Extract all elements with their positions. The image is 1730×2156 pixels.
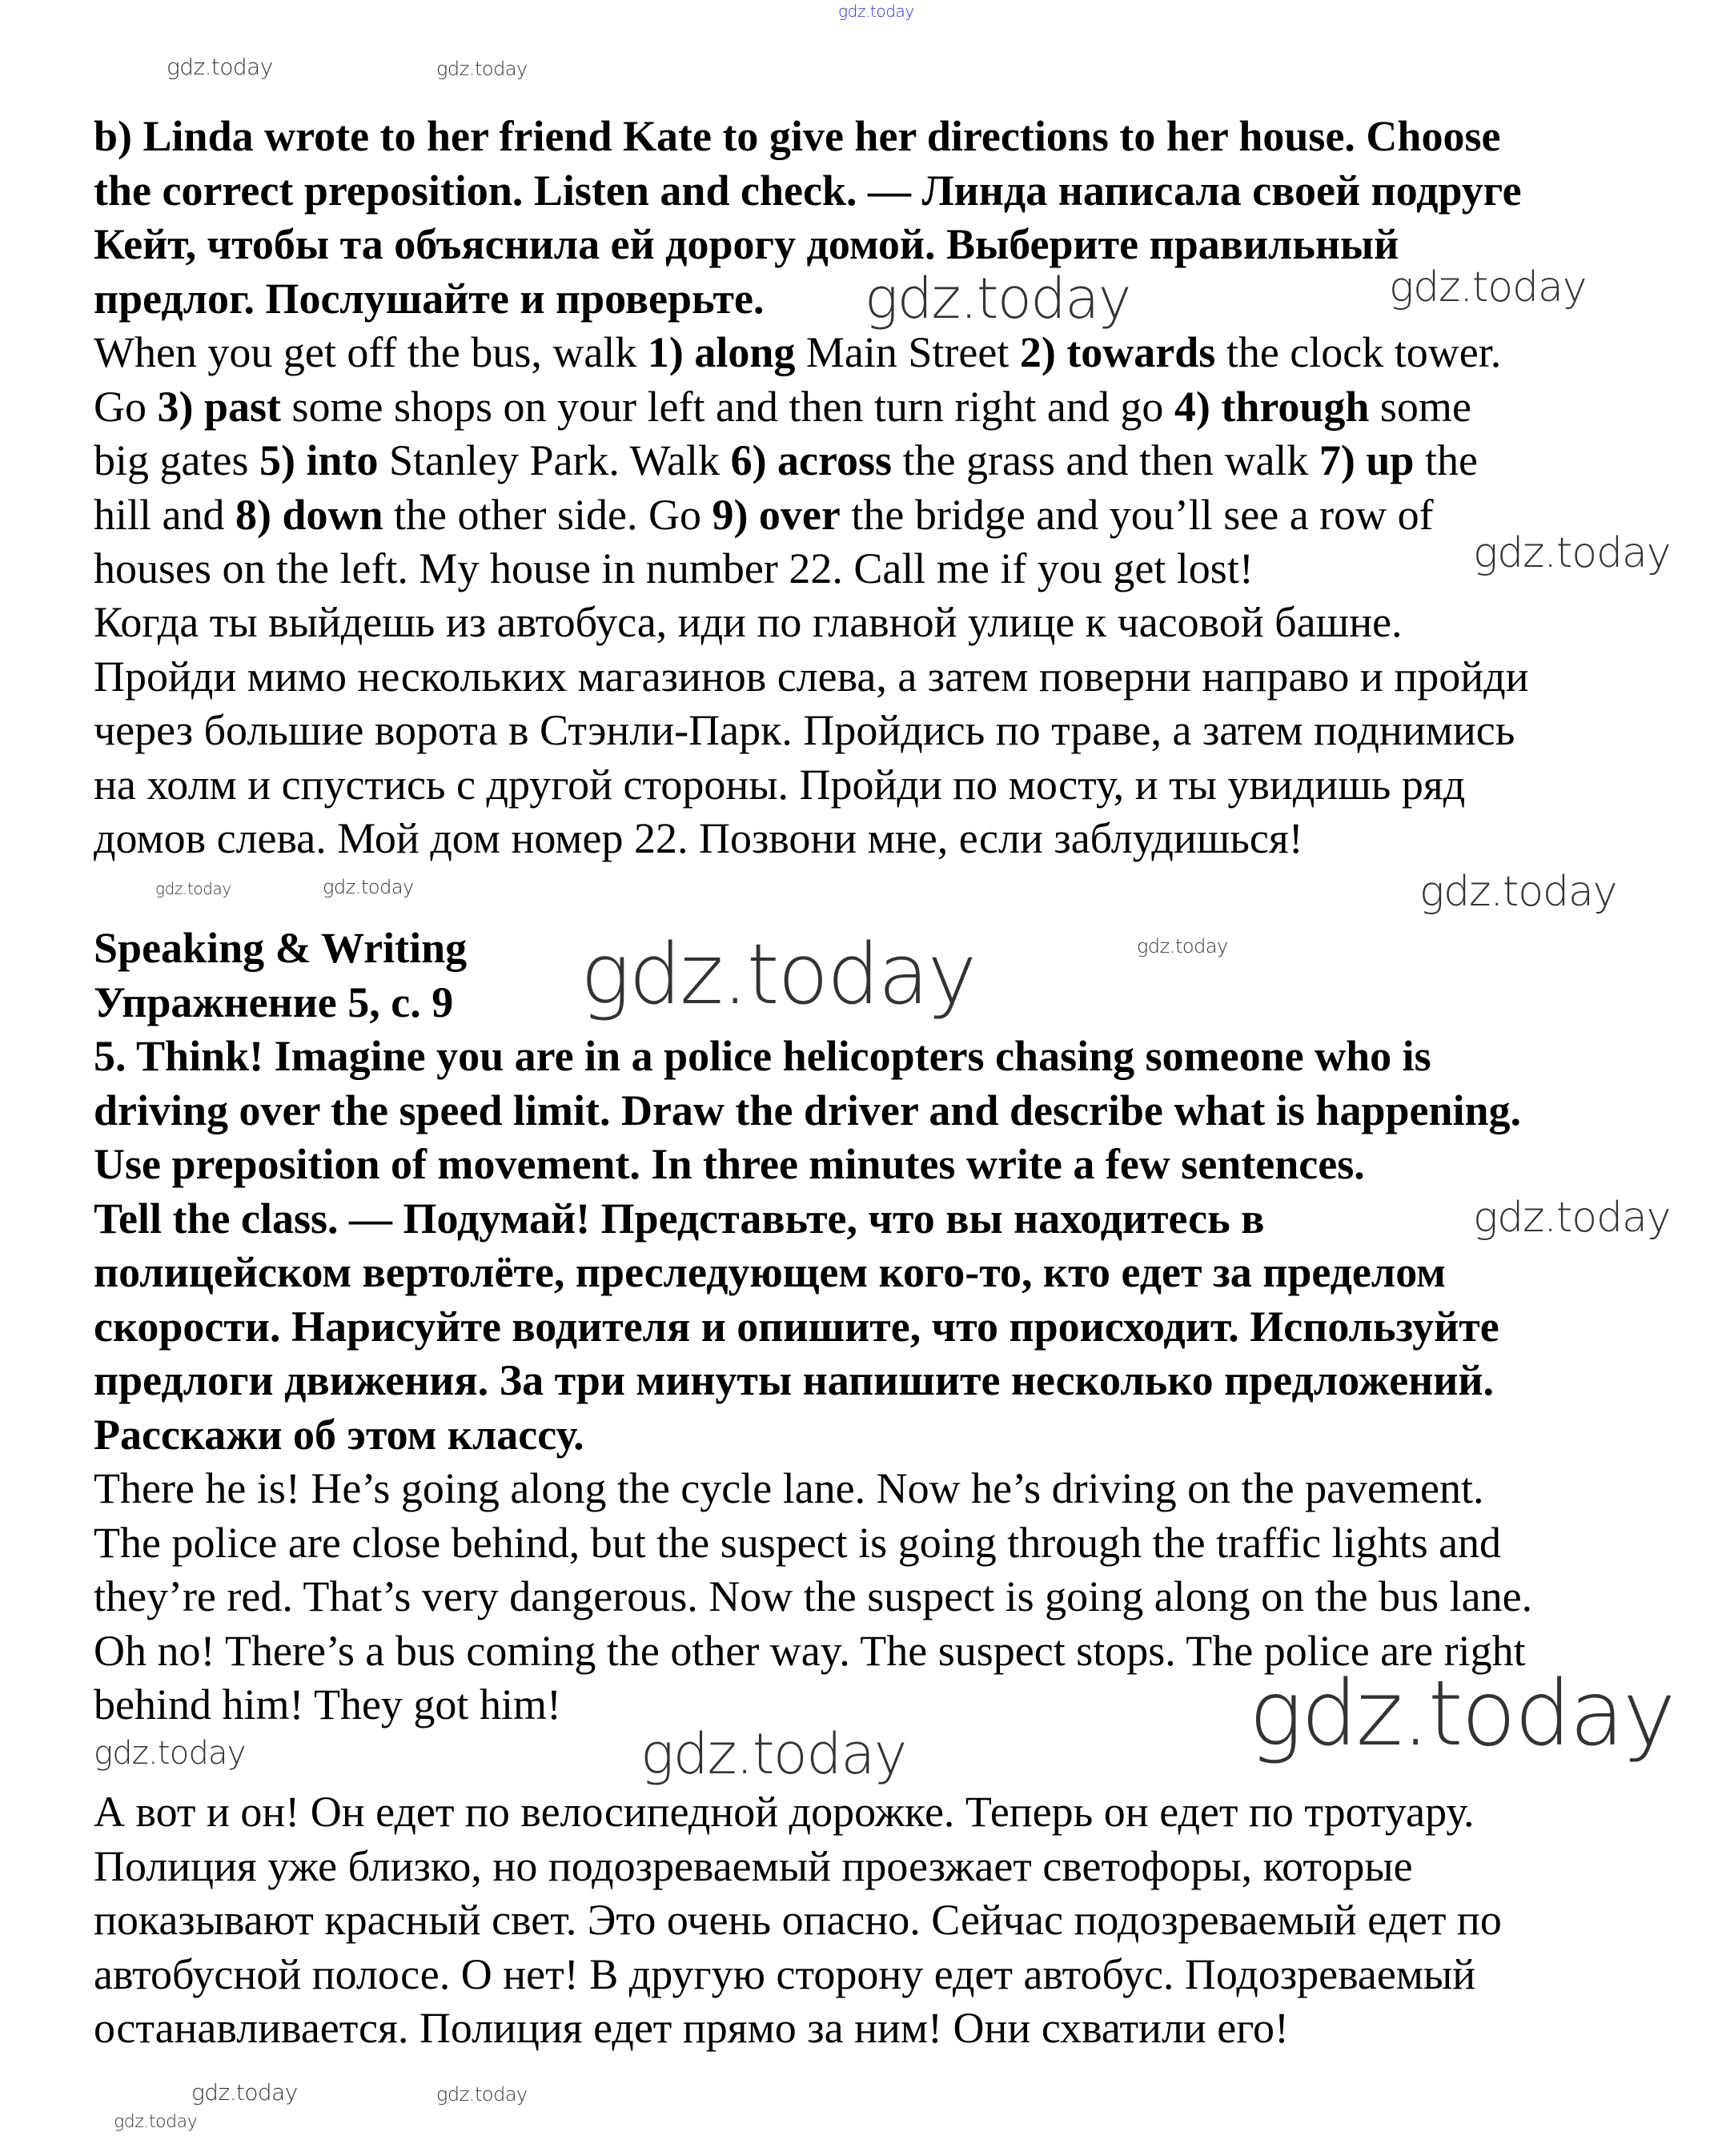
text-line	[94, 380, 1501, 435]
text-line	[94, 2001, 1502, 2056]
task-b-answer-russian	[94, 596, 1529, 866]
text-line	[94, 1516, 1532, 1571]
bold-text: the correct preposition. Listen and check. — Линда написала своей подруге	[94, 166, 1522, 215]
bold-text: предлоги движения. За три минуты напишите несколько предложений.	[94, 1356, 1495, 1404]
bold-text: Расскажи об этом классу.	[94, 1410, 584, 1459]
bold-text: driving over the speed limit. Draw the driver and describe what is happening.	[94, 1086, 1522, 1134]
text: When you get off the bus, walk	[94, 328, 648, 376]
text: через большие ворота в Стэнли-Парк. Пройдись по траве, а затем поднимись	[94, 706, 1515, 754]
text-line	[94, 434, 1501, 488]
bold-text: скорости. Нарисуйте водителя и опишите, что происходит. Используйте	[94, 1302, 1499, 1351]
watermark: gdz.today	[191, 2079, 298, 2106]
text: hill and	[94, 490, 235, 539]
text: There he is! He’s going along the cycle lane. Now he’s driving on the pavement.	[94, 1464, 1484, 1512]
text-line	[94, 1354, 1521, 1408]
watermark: gdz.today	[1419, 868, 1617, 916]
text-line	[94, 1300, 1521, 1355]
watermark: gdz.today	[155, 879, 231, 898]
text-line	[94, 542, 1501, 596]
watermark: gdz.today	[167, 54, 273, 80]
bold-text: 7) up	[1319, 436, 1415, 484]
watermark: gdz.today	[1473, 1194, 1671, 1242]
text: the other side. Go	[383, 490, 712, 539]
bold-text: 6) across	[730, 436, 893, 484]
text-line	[94, 326, 1501, 380]
text: the bridge and you’ll see a row of	[840, 490, 1434, 539]
text: показывают красный свет. Это очень опасно. Сейчас подозреваемый едет по	[94, 1896, 1502, 1944]
bold-text: Speaking & Writing	[94, 924, 468, 972]
text: Полиция уже близко, но подозреваемый проезжает светофоры, которые	[94, 1841, 1413, 1890]
text-line	[94, 596, 1529, 650]
bold-text: 1) along	[647, 328, 796, 376]
section-heading	[94, 921, 467, 1030]
watermark: gdz.today	[436, 58, 528, 80]
text: the	[1414, 436, 1478, 484]
text-line	[94, 812, 1529, 866]
task-b-answer-english	[94, 326, 1501, 596]
text-line	[94, 164, 1522, 219]
text: the clock tower.	[1215, 328, 1502, 376]
text-line	[94, 1246, 1521, 1300]
bold-text: предлог. Послушайте и проверьте.	[94, 274, 765, 323]
text-line	[94, 1785, 1502, 1840]
text: домов слева. Мой дом номер 22. Позвони мне, если заблудишься!	[94, 814, 1303, 862]
watermark: gdz.today	[838, 2, 914, 21]
text: А вот и он! Он едет по велосипедной дорожке. Теперь он едет по тротуару.	[94, 1788, 1475, 1836]
text-line	[94, 1084, 1521, 1138]
text: Oh no! There’s a bus coming the other way. The suspect stops. The police are right	[94, 1626, 1526, 1675]
bold-text: 3) past	[157, 382, 282, 431]
text: на холм и спустись с другой стороны. Пройди по мосту, и ты увидишь ряд	[94, 760, 1466, 809]
text: останавливается. Полиция едет прямо за ним! Они схватили его!	[94, 2004, 1290, 2052]
watermark: gdz.today	[580, 925, 976, 1023]
text: behind him! They got him!	[94, 1680, 561, 1728]
text: Когда ты выйдешь из автобуса, иди по главной улице к часовой башне.	[94, 598, 1403, 646]
text-line	[94, 1030, 1521, 1084]
text: The police are close behind, but the suspect is going through the traffic lights and	[94, 1518, 1502, 1567]
text-line	[94, 266, 1522, 331]
text: big gates	[94, 436, 259, 484]
bold-text: Упражнение 5, с. 9	[94, 978, 454, 1026]
bold-text: 5) into	[259, 436, 379, 484]
bold-text: 2) towards	[1019, 328, 1216, 376]
watermark: gdz.today	[323, 876, 414, 898]
text-line	[94, 1840, 1502, 1894]
bold-text: 4) through	[1174, 382, 1370, 431]
text-line	[94, 1570, 1532, 1624]
text-line	[94, 110, 1522, 164]
watermark: gdz.today	[1137, 935, 1228, 958]
text-line	[94, 758, 1529, 813]
text: Main Street	[795, 328, 1020, 376]
text-line	[94, 650, 1529, 705]
bold-text: Tell the class. — Подумай! Представьте, что вы находитесь в	[94, 1194, 1265, 1243]
text-line	[94, 1408, 1521, 1463]
text-line	[94, 976, 467, 1030]
text-line	[94, 921, 467, 976]
text: houses on the left. My house in number 22. Call me if you get lost!	[94, 544, 1254, 592]
bold-text: 8) down	[235, 490, 383, 539]
watermark: gdz.today	[1473, 529, 1671, 577]
text: they’re red. That’s very dangerous. Now the suspect is going along on the bus lane.	[94, 1572, 1533, 1620]
bold-text: 9) over	[712, 490, 841, 539]
watermark: gdz.today	[640, 1721, 906, 1787]
text: the grass and then walk	[892, 436, 1319, 484]
task-b-heading	[94, 110, 1522, 331]
text-line	[94, 1948, 1502, 2002]
bold-text: Кейт, чтобы та объяснила ей дорогу домой. Выберите правильный	[94, 220, 1399, 268]
text-line	[94, 1138, 1521, 1192]
text-line	[94, 218, 1522, 272]
bold-text: полицейском вертолёте, преследующем кого-то, кто едет за пределом	[94, 1248, 1446, 1296]
text-line	[94, 1462, 1532, 1516]
text-line	[94, 1192, 1521, 1247]
text-line	[94, 1893, 1502, 1948]
text: Stanley Park. Walk	[378, 436, 731, 484]
bold-text: 5. Think! Imagine you are in a police helicopters chasing someone who is	[94, 1032, 1431, 1080]
bold-text: b) Linda wrote to her friend Kate to give her directions to her house. Choose	[94, 112, 1501, 160]
text: автобусной полосе. О нет! В другую сторону едет автобус. Подозреваемый	[94, 1949, 1476, 1998]
text: some	[1369, 382, 1471, 431]
watermark: gdz.today	[114, 2112, 198, 2132]
text-line	[94, 704, 1529, 758]
watermark: gdz.today	[865, 266, 1130, 331]
watermark: gdz.today	[436, 2083, 528, 2106]
text-line	[94, 488, 1501, 543]
text: some shops on your left and then turn right and go	[281, 382, 1174, 431]
text: Пройди мимо нескольких магазинов слева, а затем поверни направо и пройди	[94, 652, 1529, 701]
task-5-answer-russian	[94, 1785, 1502, 2056]
watermark: gdz.today	[94, 1735, 246, 1772]
watermark: gdz.today	[1389, 263, 1587, 311]
bold-text: Use preposition of movement. In three minutes write a few sentences.	[94, 1140, 1365, 1188]
watermark: gdz.today	[1249, 1662, 1674, 1766]
text: Go	[94, 382, 158, 431]
task-5-heading	[94, 1030, 1521, 1462]
